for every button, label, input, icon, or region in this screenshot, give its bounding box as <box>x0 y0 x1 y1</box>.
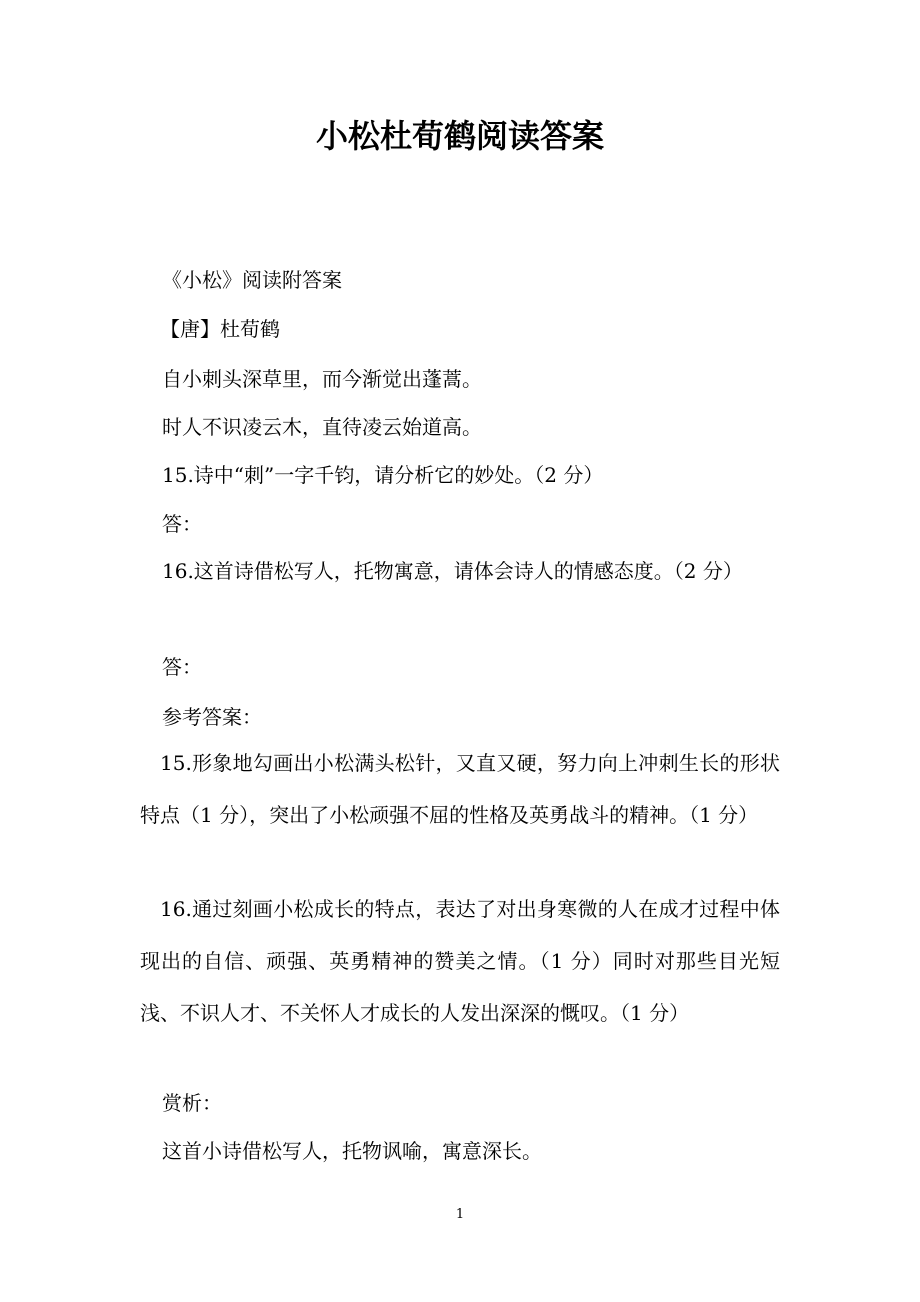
answer-label-16: 答： <box>162 655 202 679</box>
appreciation-label: 赏析： <box>162 1091 222 1115</box>
poem-line-1: 自小刺头深草里，而今渐觉出蓬蒿。 <box>162 367 482 391</box>
answer-label-15: 答： <box>162 512 202 536</box>
poem-line-2: 时人不识凌云木，直待凌云始道高。 <box>162 415 482 439</box>
appreciation-text: 这首小诗借松写人，托物讽喻，寓意深长。 <box>162 1139 542 1163</box>
poem-author: 【唐】杜荀鹤 <box>160 317 280 341</box>
question-16: 16.这首诗借松写人，托物寓意，请体会诗人的情感态度。（2 分） <box>162 559 743 583</box>
reference-answer-16: 16.通过刻画小松成长的特点，表达了对出身寒微的人在成才过程中体现出的自信、顽强、英勇精神的赞美之情。（1 分）同时对那些目光短浅、不识人才、不关怀人才成长的人发出深深的慨叹。（1 分） <box>140 897 780 1025</box>
document-title: 小松杜荀鹤阅读答案 <box>315 117 604 155</box>
reference-answer-15: 15.形象地勾画出小松满头松针，又直又硬，努力向上冲刺生长的形状特点（1 分），突出了小松顽强不屈的性格及英勇战斗的精神。（1 分） <box>140 751 780 827</box>
section-heading: 《小松》阅读附答案 <box>162 268 342 292</box>
question-15: 15.诗中“刺”一字千钧，请分析它的妙处。（2 分） <box>162 463 604 487</box>
reference-answer-label: 参考答案： <box>162 705 262 729</box>
page-number: 1 <box>455 1207 465 1222</box>
